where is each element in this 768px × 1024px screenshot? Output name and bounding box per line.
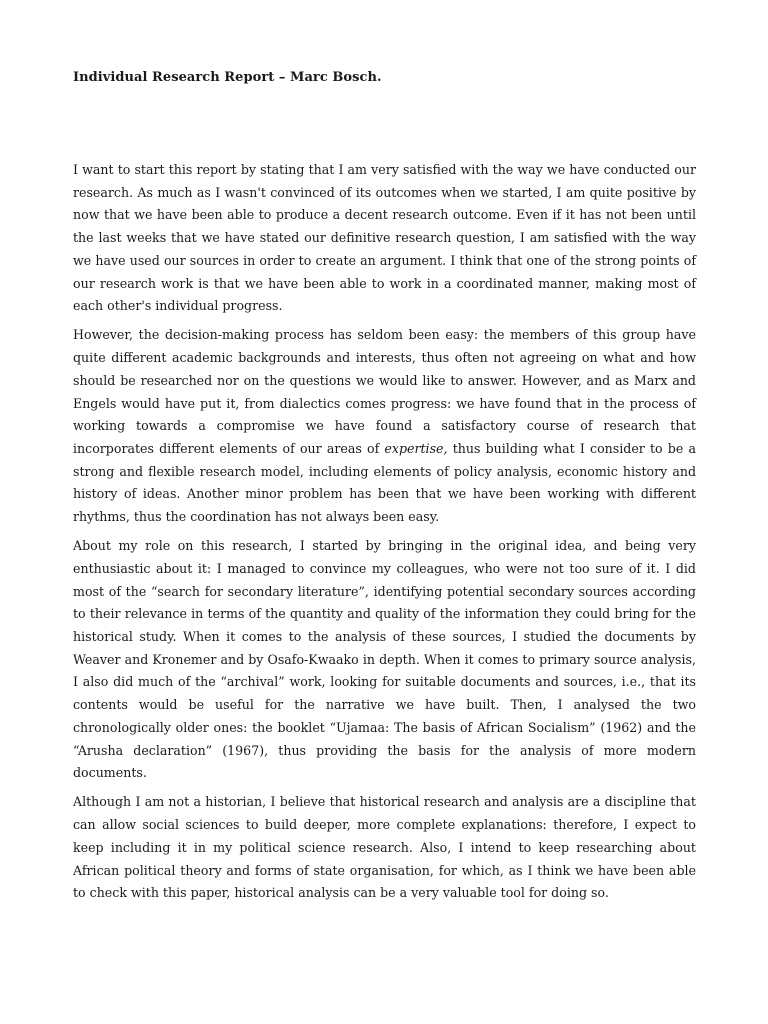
emphasized-word: expertise, [384, 440, 448, 456]
paragraph-text-part: However, the decision-making process has seldom been easy: the members of this group have quite different academic backgrounds and interests, thus often not agreeing on what and how should be researched nor on the questions we would like to answer. However, and as Marx and Engels would have put it, from dialectics comes progress: we have found that in the process of working towards a compromise we have found a satisfactory course of research that incorporates different elements of our areas of [73, 327, 696, 456]
paragraph-intro: I want to start this report by stating that I am very satisfied with the way we have conducted our research. As much as I wasn't convinced of its outcomes when we started, I am quite positive by now that we have been able to produce a decent research outcome. Even if it has not been until the last weeks that we have stated our definitive research question, I am satisfied with the way we have used our sources in order to create an argument. I think that one of the strong points of our research work is that we have been able to work in a coordinated manner, making most of each other's individual progress. [73, 162, 696, 314]
report-title: Individual Research Report – Marc Bosch. [73, 70, 382, 85]
paragraph-decision-making [73, 324, 696, 528]
paragraph-role: About my role on this research, I started by bringing in the original idea, and being very enthusiastic about it: I managed to convince my colleagues, who were not too sure of it. I did most of the “search for secondary literature”, identifying potential secondary sources according to their relevance in terms of the quantity and quality of the information they could bring for the historical study. When it comes to the analysis of these sources, I studied the documents by Weaver and Kronemer and by Osafo-Kwaako in depth. When it comes to primary source analysis, I also did much of the “archival” work, looking for suitable documents and sources, i.e., that its contents would be useful for the narrative we have built. Then, I analysed the two chronologically older ones: the booklet “Ujamaa: The basis of African Socialism” (1962) and the “Arusha declaration” (1967), thus providing the basis for the analysis of more modern documents. [73, 538, 696, 781]
report-body [73, 159, 696, 912]
paragraph-text-part: thus building what I consider to be a strong and flexible research model, including elements of policy analysis, economic history and history of ideas. Another minor problem has been that we have been working with different rhythms, thus the coordination has not always been easy. [73, 440, 696, 525]
paragraph-conclusion: Although I am not a historian, I believe that historical research and analysis are a discipline that can allow social sciences to build deeper, more complete explanations: therefore, I expect to keep including it in my political science research. Also, I intend to keep researching about African political theory and forms of state organisation, for which, as I think we have been able to check with this paper, historical analysis can be a very valuable tool for doing so. [73, 794, 696, 901]
